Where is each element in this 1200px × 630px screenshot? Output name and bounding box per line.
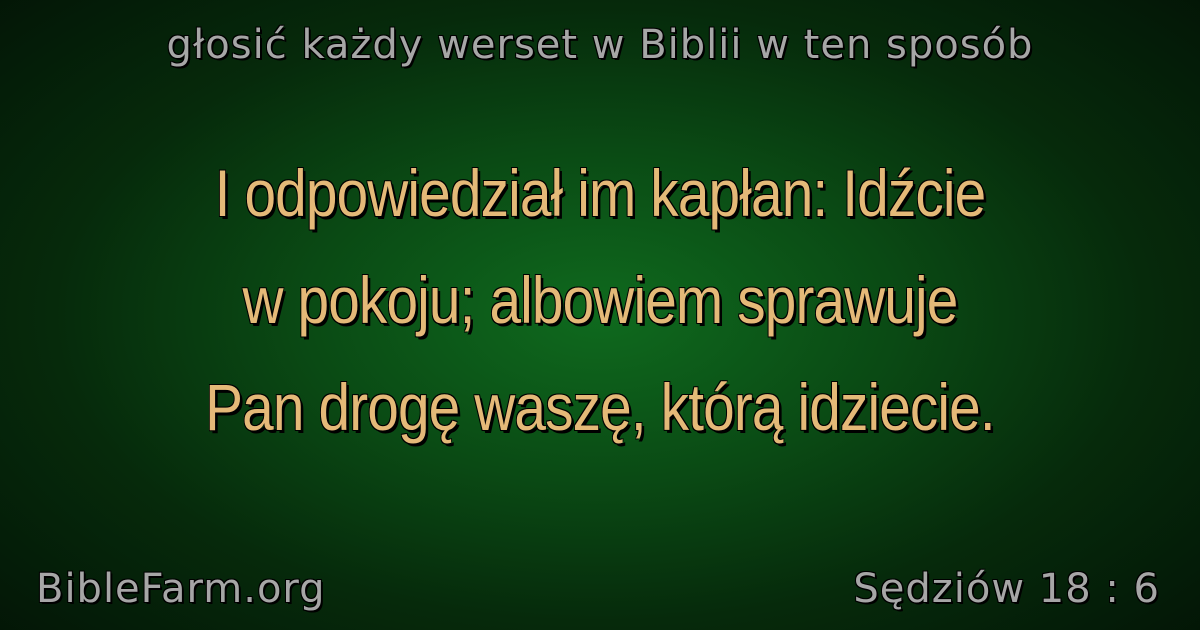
verse-line: w pokoju; albowiem sprawuje xyxy=(242,263,958,337)
site-name: BibleFarm.org xyxy=(36,566,326,612)
verse-line: Pan drogę waszę, którą idziecie. xyxy=(205,370,995,444)
verse-reference: Sędziów 18 : 6 xyxy=(853,566,1160,612)
tagline: głosić każdy werset w Biblii w ten sposób xyxy=(166,22,1034,68)
verse-line: I odpowiedział im kapłan: Idźcie xyxy=(214,156,986,230)
verse-text xyxy=(118,140,1081,461)
